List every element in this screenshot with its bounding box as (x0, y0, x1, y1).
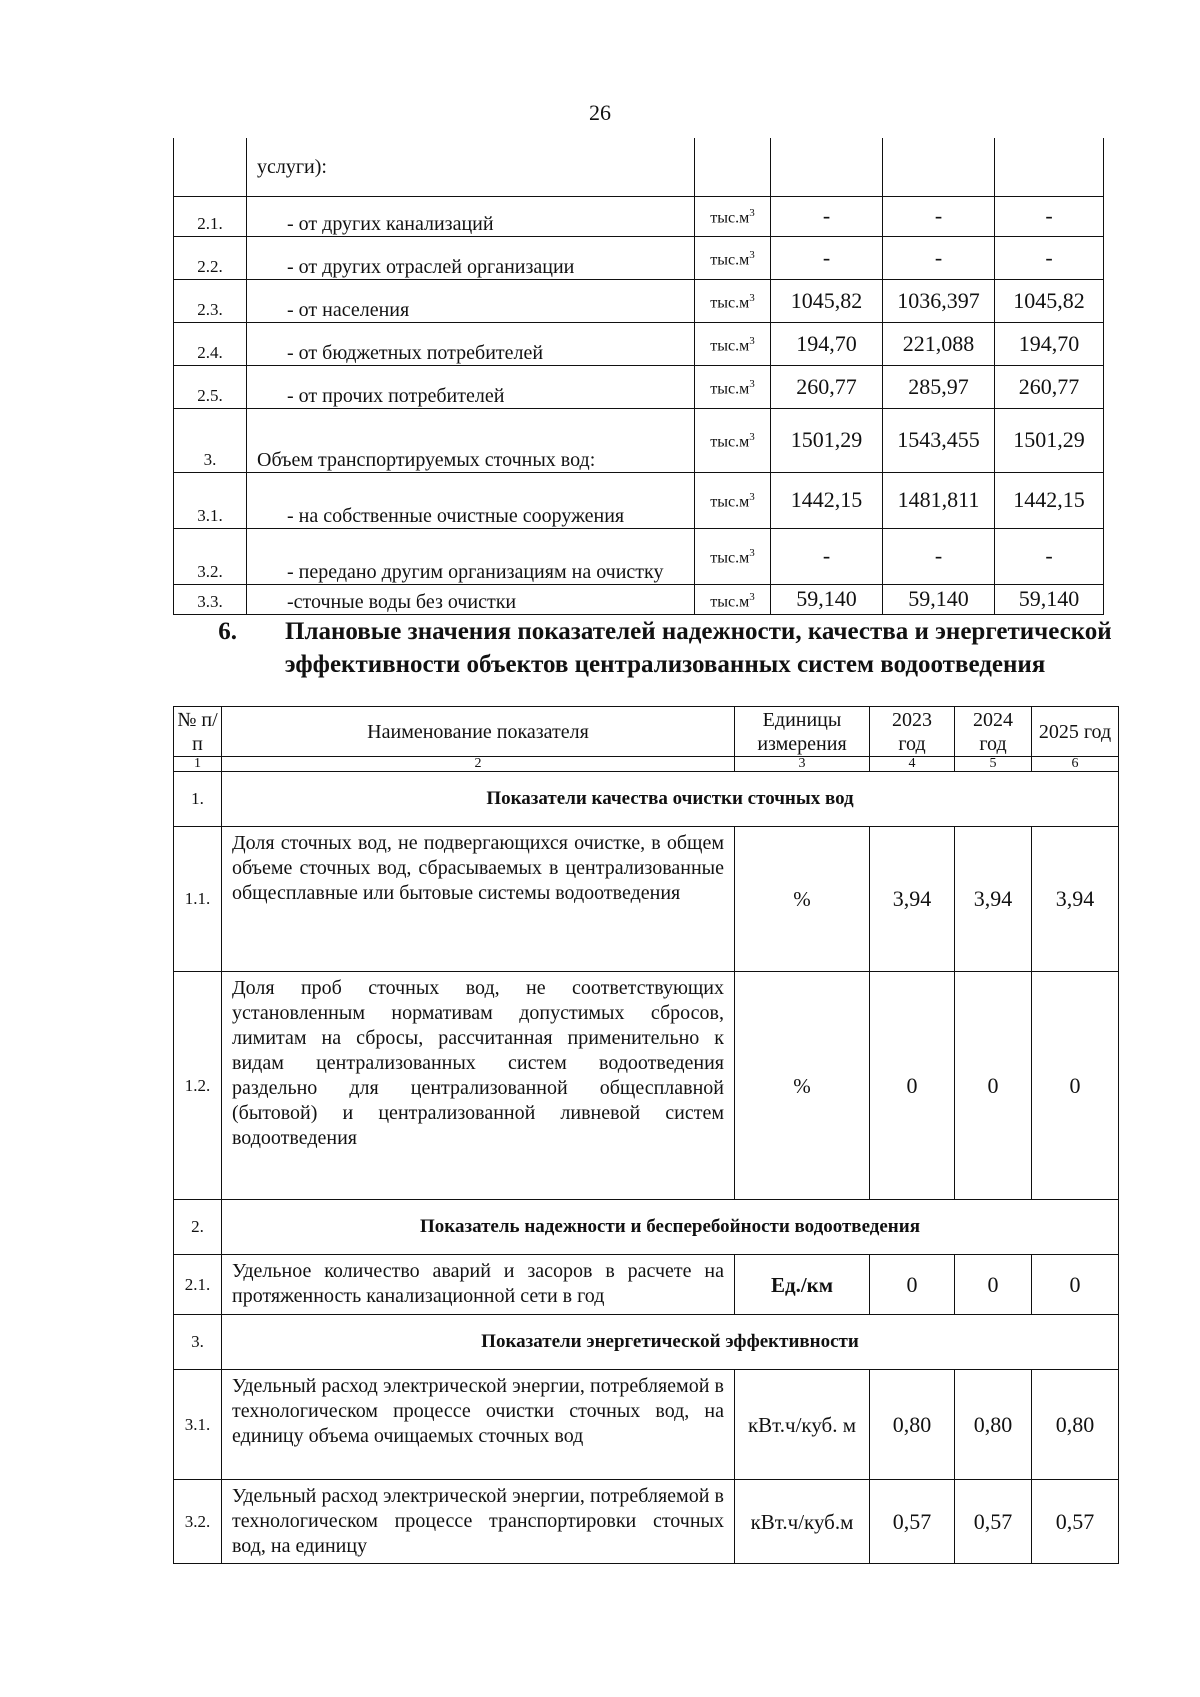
row-unit: $тыс.м^3$ (695, 408, 771, 472)
index-cell: 6 (1032, 757, 1119, 772)
row-unit: $тыс.м^3$ (695, 279, 771, 322)
row-number: 3.1. (174, 1370, 222, 1480)
row-value-1: 1501,29 (771, 408, 883, 472)
header-year-2024: 2024 год (955, 707, 1032, 757)
row-unit: кВт.ч/куб. м (735, 1370, 870, 1480)
volume-table (173, 138, 1104, 615)
row-unit: $тыс.м^3$ (695, 196, 771, 236)
section-row (174, 1200, 1119, 1255)
row-value-2: - (883, 236, 995, 279)
row-value-3: - (995, 528, 1104, 584)
row-unit: $тыс.м^3$ (695, 236, 771, 279)
section-number: 1. (174, 772, 222, 827)
index-row (174, 757, 1119, 772)
section-title: Показатель надежности и бесперебойности водоотведения (222, 1200, 1119, 1255)
row-value-1: 1045,82 (771, 279, 883, 322)
header-year-2025: 2025 год (1032, 707, 1119, 757)
row-value-3: 194,70 (995, 322, 1104, 365)
row-value-3: 1442,15 (995, 472, 1104, 528)
table-row (174, 1480, 1119, 1564)
table-row (174, 472, 1104, 528)
row-number: 2.1. (174, 196, 247, 236)
index-cell: 4 (870, 757, 955, 772)
section-title: Показатели энергетической эффективности (222, 1315, 1119, 1370)
table-row (174, 584, 1104, 614)
row-value-2: 221,088 (883, 322, 995, 365)
row-value-3: - (995, 236, 1104, 279)
row-unit: $тыс.м^3$ (695, 472, 771, 528)
row-value-2025: 0 (1032, 972, 1119, 1200)
row-value-3: 1501,29 (995, 408, 1104, 472)
row-value-2025: 0 (1032, 1255, 1119, 1315)
table-row (174, 408, 1104, 472)
row-value-2025: 3,94 (1032, 827, 1119, 972)
row-name: услуги): (247, 138, 695, 196)
row-name: Объем транспортируемых сточных вод: (247, 408, 695, 472)
row-value-3: - (995, 196, 1104, 236)
table-row (174, 365, 1104, 408)
header-row (174, 707, 1119, 757)
row-unit: Ед./км (735, 1255, 870, 1315)
row-unit: % (735, 972, 870, 1200)
row-value-2: - (883, 196, 995, 236)
table-row (174, 528, 1104, 584)
table-row (174, 279, 1104, 322)
row-value-2: 1481,811 (883, 472, 995, 528)
row-unit: $тыс.м^3$ (695, 528, 771, 584)
index-cell: 3 (735, 757, 870, 772)
row-number: 3.2. (174, 528, 247, 584)
section-title: Показатели качества очистки сточных вод (222, 772, 1119, 827)
row-unit: % (735, 827, 870, 972)
row-value-2024: 0,57 (955, 1480, 1032, 1564)
row-value-2024: 0 (955, 972, 1032, 1200)
index-cell: 1 (174, 757, 222, 772)
row-name: Доля сточных вод, не подвергающихся очистке, в общем объеме сточных вод, сбрасываемых в централизованные общесплавные или бытовые системы водоотведения (222, 827, 735, 972)
table-row (174, 196, 1104, 236)
row-value-2: 285,97 (883, 365, 995, 408)
section-heading (200, 615, 1130, 681)
row-name: Удельный расход электрической энергии, потребляемой в технологическом процессе транспортировки сточных вод, на единицу (222, 1480, 735, 1564)
row-name: Доля проб сточных вод, не соответствующих установленным нормативам допустимых сбросов, лимитам на сбросы, рассчитанная применительно к видам централизованных систем водоотведения раздельно для централизованной общесплавной (бытовой) и централизованной ливневой систем водоотведения (222, 972, 735, 1200)
section-number: 6. (218, 618, 238, 645)
row-name: - от населения (247, 279, 695, 322)
row-name: - от других канализаций (247, 196, 695, 236)
row-value-1: - (771, 196, 883, 236)
row-value-2023: 0,57 (870, 1480, 955, 1564)
page-number: 26 (589, 100, 611, 125)
row-number: 1.2. (174, 972, 222, 1200)
indicators-table (173, 706, 1119, 1564)
row-number: 2.5. (174, 365, 247, 408)
row-value-1: 59,140 (771, 584, 883, 614)
row-number: 3.3. (174, 584, 247, 614)
row-number: 1.1. (174, 827, 222, 972)
row-number: 2.3. (174, 279, 247, 322)
row-number: 3.1. (174, 472, 247, 528)
row-value-2023: 0 (870, 972, 955, 1200)
row-value-2024: 0 (955, 1255, 1032, 1315)
header-year-2023: 2023 год (870, 707, 955, 757)
row-unit: $тыс.м^3$ (695, 322, 771, 365)
row-name: Удельный расход электрической энергии, потребляемой в технологическом процессе очистки сточных вод, на единицу объема очищаемых сточных вод (222, 1370, 735, 1480)
row-value-2: 1543,455 (883, 408, 995, 472)
row-value-1: - (771, 236, 883, 279)
header-name: Наименование показателя (222, 707, 735, 757)
row-number: 3.2. (174, 1480, 222, 1564)
table-row (174, 1370, 1119, 1480)
index-cell: 2 (222, 757, 735, 772)
row-value-3: 59,140 (995, 584, 1104, 614)
table-row (174, 1255, 1119, 1315)
row-unit: кВт.ч/куб.м (735, 1480, 870, 1564)
row-name: -сточные воды без очистки (247, 584, 695, 614)
row-number: 2.2. (174, 236, 247, 279)
row-value-1: 260,77 (771, 365, 883, 408)
row-value-1: 194,70 (771, 322, 883, 365)
row-value-2024: 0,80 (955, 1370, 1032, 1480)
row-value-2025: 0,57 (1032, 1480, 1119, 1564)
table-row (174, 827, 1119, 972)
row-number: 2.4. (174, 322, 247, 365)
row-value-2: 59,140 (883, 584, 995, 614)
row-name: - передано другим организациям на очистку (247, 528, 695, 584)
row-value-1: - (771, 528, 883, 584)
row-name: Удельное количество аварий и засоров в расчете на протяженность канализационной сети в год (222, 1255, 735, 1315)
row-name: - от бюджетных потребителей (247, 322, 695, 365)
row-value-2024: 3,94 (955, 827, 1032, 972)
row-number: 3. (174, 408, 247, 472)
row-name: - от других отраслей организации (247, 236, 695, 279)
section-number: 2. (174, 1200, 222, 1255)
table-row (174, 972, 1119, 1200)
row-number: 2.1. (174, 1255, 222, 1315)
header-num: № п/п (174, 707, 222, 757)
row-value-3: 260,77 (995, 365, 1104, 408)
row-value-2: 1036,397 (883, 279, 995, 322)
table-row (174, 236, 1104, 279)
row-value-2025: 0,80 (1032, 1370, 1119, 1480)
index-cell: 5 (955, 757, 1032, 772)
row-value-2023: 3,94 (870, 827, 955, 972)
section-row (174, 1315, 1119, 1370)
row-unit: $тыс.м^3$ (695, 365, 771, 408)
row-value-2023: 0 (870, 1255, 955, 1315)
row-unit: $тыс.м^3$ (695, 584, 771, 614)
section-row (174, 772, 1119, 827)
row-value-1: 1442,15 (771, 472, 883, 528)
row-value-2: - (883, 528, 995, 584)
row-name: - от прочих потребителей (247, 365, 695, 408)
row-name: - на собственные очистные сооружения (247, 472, 695, 528)
row-value-3: 1045,82 (995, 279, 1104, 322)
table-row (174, 138, 1104, 196)
header-unit: Единицы измерения (735, 707, 870, 757)
section-number: 3. (174, 1315, 222, 1370)
table-row (174, 322, 1104, 365)
row-value-2023: 0,80 (870, 1370, 955, 1480)
section-title: Плановые значения показателей надежности, качества и энергетической эффективности объектов централизованных систем водоотведения (284, 618, 1112, 678)
